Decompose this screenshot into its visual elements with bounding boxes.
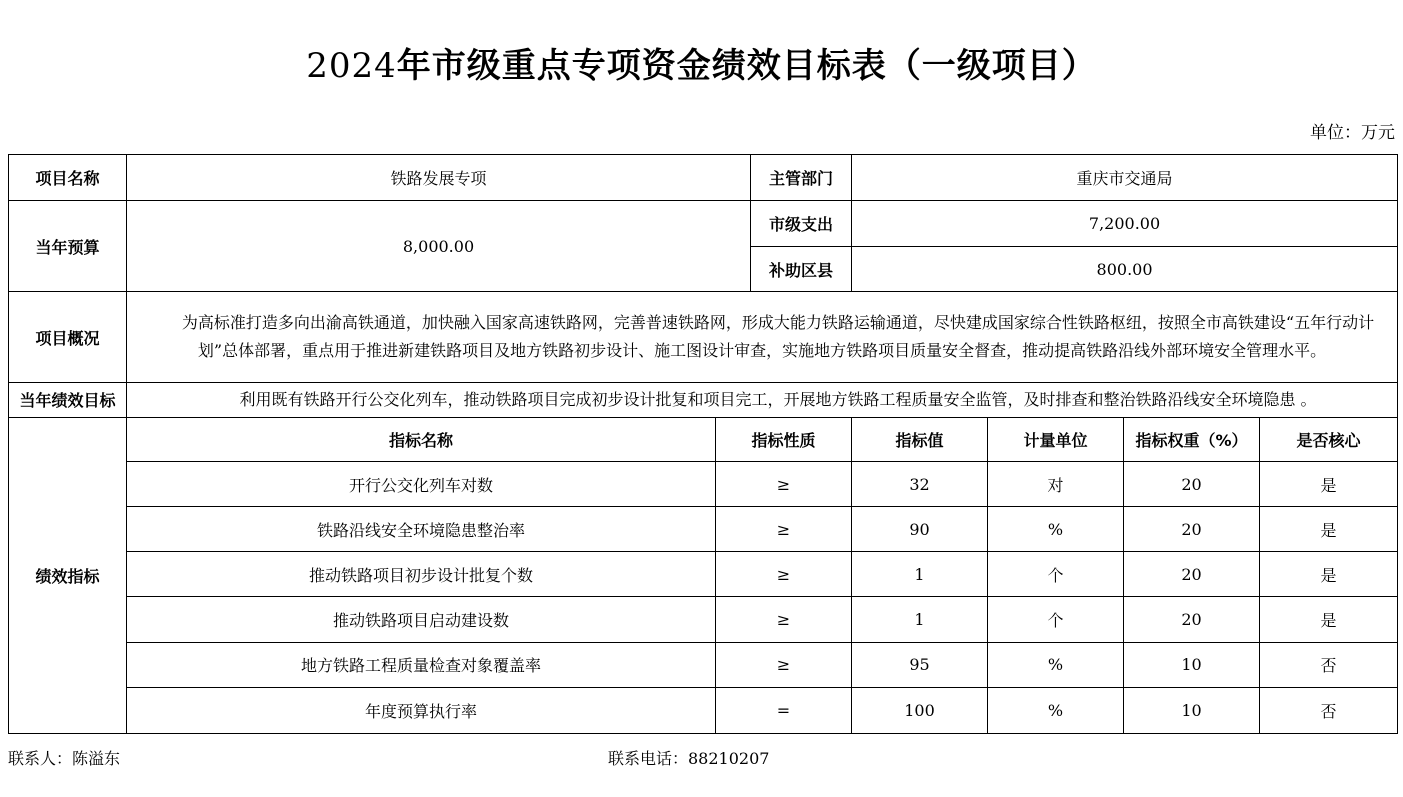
indicator-weight: 10 (1124, 687, 1260, 733)
indicator-name: 开行公交化列车对数 (127, 462, 716, 507)
table-row (9, 552, 1398, 597)
indicator-unit: % (988, 687, 1124, 733)
indicator-weight: 10 (1124, 642, 1260, 687)
indicator-core: 是 (1260, 552, 1398, 597)
indicator-nature: ≥ (716, 507, 852, 552)
subsidy-value: 800.00 (852, 246, 1398, 292)
goal-text: 利用既有铁路开行公交化列车，推动铁路项目完成初步设计批复和项目完工，开展地方铁路工程质量安全监管，及时排查和整治铁路沿线安全环境隐患 。 (127, 382, 1398, 417)
indicator-weight: 20 (1124, 507, 1260, 552)
project-name-label: 项目名称 (9, 155, 127, 201)
goal-label: 当年绩效目标 (9, 382, 127, 417)
header-is-core: 是否核心 (1260, 417, 1398, 461)
table-row (9, 597, 1398, 642)
indicators-label: 绩效指标 (9, 417, 127, 733)
overview-text: 为高标准打造多向出渝高铁通道，加快融入国家高速铁路网，完善普速铁路网，形成大能力铁路运输通道，尽快建成国家综合性铁路枢纽，按照全市高铁建设“五年行动计划”总体部署，重点用于推进新建铁路项目及地方铁路初步设计、施工图设计审查，实施地方铁路项目质量安全督查，推动提高铁路沿线外部环境安全管理水平。 (127, 292, 1398, 382)
project-name-value: 铁路发展专项 (127, 155, 751, 200)
indicator-value: 95 (852, 642, 988, 687)
indicator-core: 是 (1260, 507, 1398, 552)
indicator-unit: 对 (988, 462, 1124, 507)
indicator-name: 推动铁路项目初步设计批复个数 (127, 552, 716, 597)
subsidy-label: 补助区县 (769, 260, 834, 280)
table-row (9, 507, 1398, 552)
performance-table (8, 154, 1398, 734)
indicator-value: 100 (852, 687, 988, 733)
indicator-nature: ≥ (716, 552, 852, 597)
indicator-name: 年度预算执行率 (127, 687, 716, 733)
header-indicator-nature: 指标性质 (716, 417, 852, 461)
indicator-unit: 个 (988, 597, 1124, 642)
indicator-unit: % (988, 507, 1124, 552)
dept-value: 重庆市交通局 (852, 155, 1398, 201)
table-row (9, 687, 1398, 733)
header-unit: 计量单位 (988, 417, 1124, 461)
indicator-core: 是 (1260, 462, 1398, 507)
indicator-weight: 20 (1124, 552, 1260, 597)
indicator-name: 推动铁路项目启动建设数 (127, 597, 716, 642)
page-title (0, 38, 1403, 87)
header-weight: 指标权重（%） (1124, 417, 1260, 461)
indicator-nature: = (716, 687, 852, 733)
dept-label: 主管部门 (769, 169, 834, 189)
indicator-value: 1 (852, 552, 988, 597)
table-row (9, 642, 1398, 687)
indicator-nature: ≥ (716, 597, 852, 642)
indicator-core: 否 (1260, 642, 1398, 687)
unit-label: 单位：万元 (1310, 123, 1395, 143)
budget-label: 当年预算 (9, 201, 127, 292)
city-exp-label: 市级支出 (751, 201, 851, 247)
indicator-nature: ≥ (716, 642, 852, 687)
header-indicator-value: 指标值 (852, 417, 988, 461)
indicator-name: 地方铁路工程质量检查对象覆盖率 (127, 642, 716, 687)
project-name-cell (127, 155, 852, 201)
indicator-weight: 20 (1124, 462, 1260, 507)
budget-cell (127, 201, 852, 292)
indicator-weight: 20 (1124, 597, 1260, 642)
indicator-value: 32 (852, 462, 988, 507)
header-indicator-name: 指标名称 (127, 417, 716, 461)
indicator-core: 否 (1260, 687, 1398, 733)
indicator-name: 铁路沿线安全环境隐患整治率 (127, 507, 716, 552)
title-text: 年市级重点专项资金绩效目标表（一级项目） (396, 46, 1097, 86)
indicator-core: 是 (1260, 597, 1398, 642)
indicator-value: 1 (852, 597, 988, 642)
indicator-nature: ≥ (716, 462, 852, 507)
budget-value: 8,000.00 (127, 201, 751, 291)
contact-phone: 联系电话：88210207 (608, 749, 770, 768)
overview-label: 项目概况 (9, 292, 127, 382)
title-year: 2024 (306, 46, 397, 86)
indicator-value: 90 (852, 507, 988, 552)
contact-person: 联系人：陈溢东 (8, 749, 121, 768)
indicator-unit: % (988, 642, 1124, 687)
indicator-unit: 个 (988, 552, 1124, 597)
table-row (9, 462, 1398, 507)
city-exp-value: 7,200.00 (852, 201, 1398, 247)
